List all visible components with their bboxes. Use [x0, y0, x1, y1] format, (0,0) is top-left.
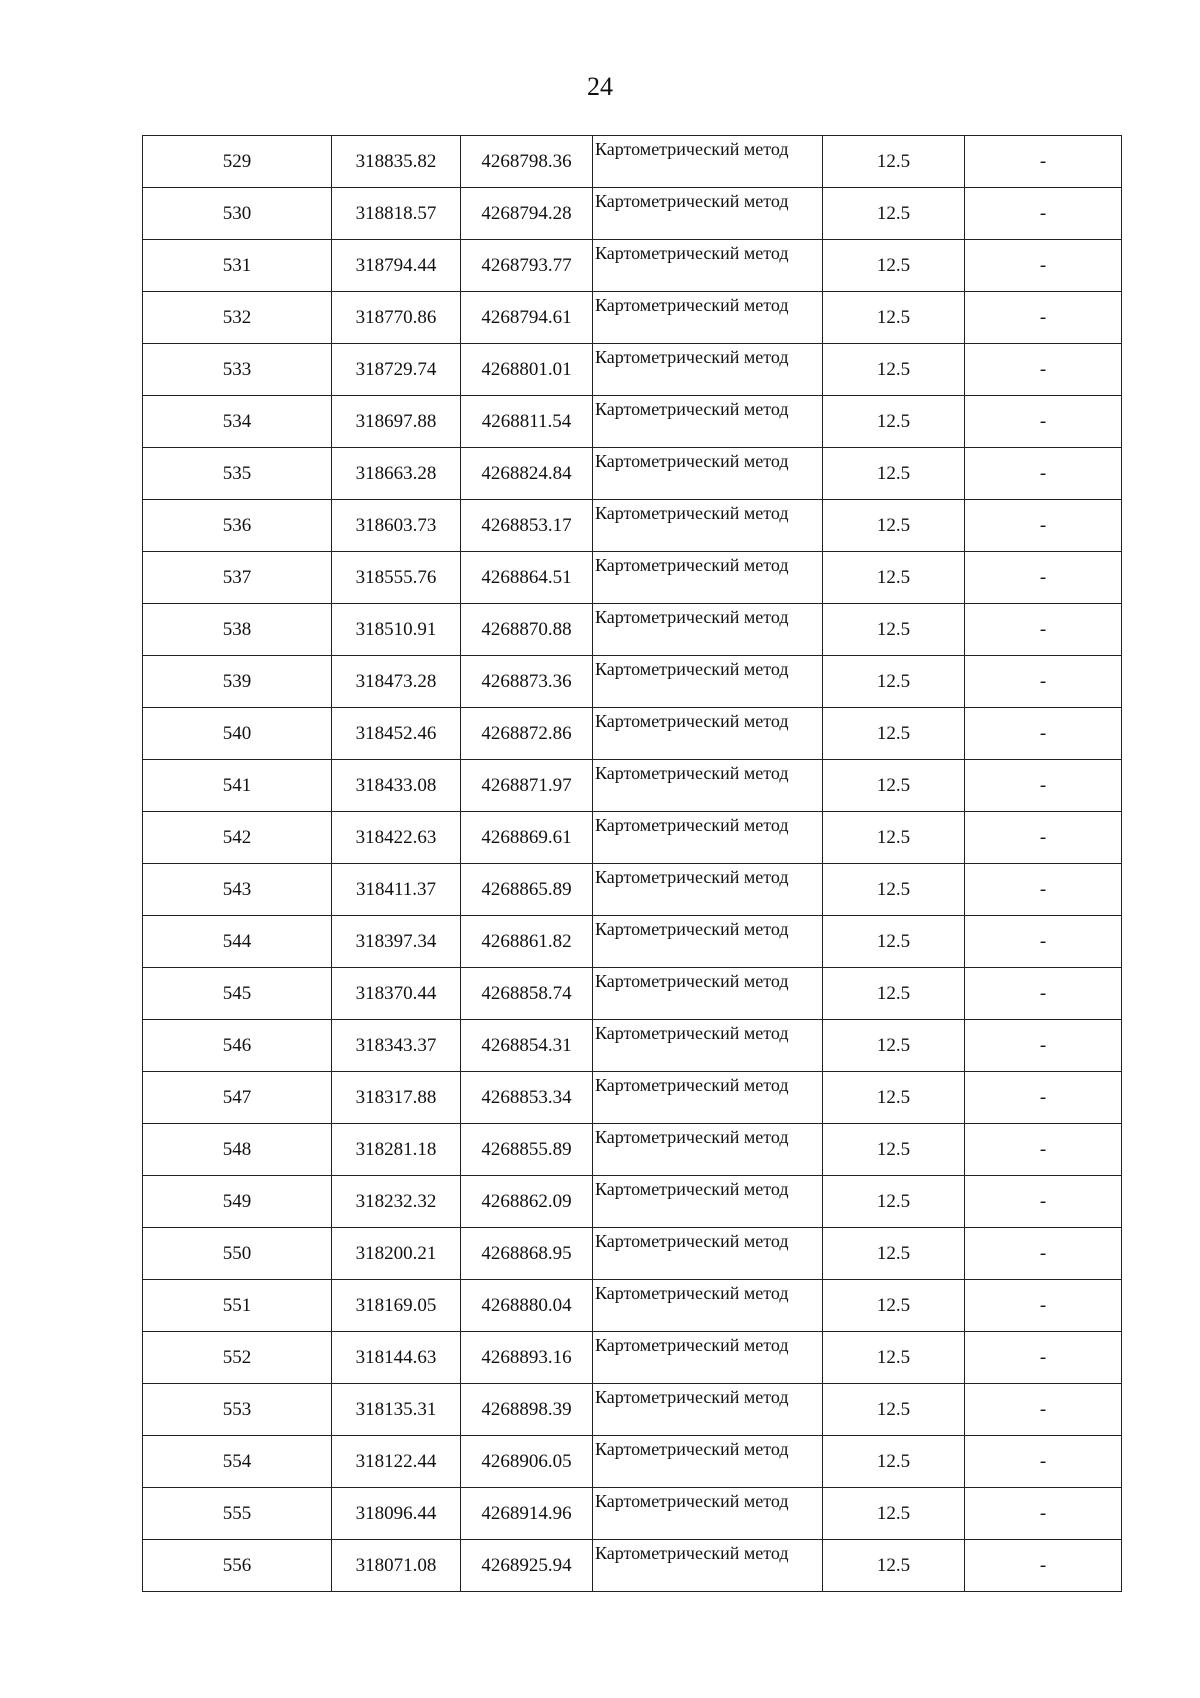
y-coordinate-cell: 4268854.31 — [461, 1020, 593, 1072]
accuracy-cell: 12.5 — [823, 1332, 965, 1384]
y-coordinate-cell: 4268864.51 — [461, 552, 593, 604]
y-coordinate-cell: 4268893.16 — [461, 1332, 593, 1384]
table-row — [143, 604, 1122, 656]
point-number-cell: 552 — [143, 1332, 332, 1384]
y-coordinate-cell: 4268861.82 — [461, 916, 593, 968]
table-row — [143, 344, 1122, 396]
x-coordinate-cell: 318555.76 — [332, 552, 461, 604]
method-cell: Картометрический метод — [593, 760, 823, 812]
note-cell: - — [965, 1072, 1122, 1124]
accuracy-cell: 12.5 — [823, 240, 965, 292]
accuracy-cell: 12.5 — [823, 656, 965, 708]
x-coordinate-cell: 318663.28 — [332, 448, 461, 500]
table-row — [143, 864, 1122, 916]
note-cell: - — [965, 968, 1122, 1020]
point-number-cell: 541 — [143, 760, 332, 812]
method-cell: Картометрический метод — [593, 812, 823, 864]
note-cell: - — [965, 240, 1122, 292]
accuracy-cell: 12.5 — [823, 1072, 965, 1124]
y-coordinate-cell: 4268855.89 — [461, 1124, 593, 1176]
accuracy-cell: 12.5 — [823, 1228, 965, 1280]
x-coordinate-cell: 318794.44 — [332, 240, 461, 292]
note-cell: - — [965, 1384, 1122, 1436]
x-coordinate-cell: 318422.63 — [332, 812, 461, 864]
x-coordinate-cell: 318729.74 — [332, 344, 461, 396]
x-coordinate-cell: 318697.88 — [332, 396, 461, 448]
y-coordinate-cell: 4268873.36 — [461, 656, 593, 708]
table-row — [143, 1072, 1122, 1124]
point-number-cell: 548 — [143, 1124, 332, 1176]
method-cell: Картометрический метод — [593, 708, 823, 760]
note-cell: - — [965, 344, 1122, 396]
note-cell: - — [965, 448, 1122, 500]
method-cell: Картометрический метод — [593, 1436, 823, 1488]
accuracy-cell: 12.5 — [823, 1436, 965, 1488]
y-coordinate-cell: 4268871.97 — [461, 760, 593, 812]
accuracy-cell: 12.5 — [823, 448, 965, 500]
note-cell: - — [965, 760, 1122, 812]
point-number-cell: 537 — [143, 552, 332, 604]
method-cell: Картометрический метод — [593, 1072, 823, 1124]
point-number-cell: 539 — [143, 656, 332, 708]
accuracy-cell: 12.5 — [823, 708, 965, 760]
table-body — [143, 136, 1122, 1592]
note-cell: - — [965, 656, 1122, 708]
x-coordinate-cell: 318169.05 — [332, 1280, 461, 1332]
y-coordinate-cell: 4268870.88 — [461, 604, 593, 656]
method-cell: Картометрический метод — [593, 1488, 823, 1540]
y-coordinate-cell: 4268853.34 — [461, 1072, 593, 1124]
method-cell: Картометрический метод — [593, 240, 823, 292]
x-coordinate-cell: 318603.73 — [332, 500, 461, 552]
method-cell: Картометрический метод — [593, 1384, 823, 1436]
accuracy-cell: 12.5 — [823, 188, 965, 240]
table-row — [143, 1124, 1122, 1176]
table-row — [143, 552, 1122, 604]
x-coordinate-cell: 318232.32 — [332, 1176, 461, 1228]
method-cell: Картометрический метод — [593, 1228, 823, 1280]
note-cell: - — [965, 1020, 1122, 1072]
x-coordinate-cell: 318135.31 — [332, 1384, 461, 1436]
method-cell: Картометрический метод — [593, 136, 823, 188]
method-cell: Картометрический метод — [593, 1020, 823, 1072]
table-row — [143, 500, 1122, 552]
y-coordinate-cell: 4268869.61 — [461, 812, 593, 864]
table-row — [143, 1020, 1122, 1072]
x-coordinate-cell: 318397.34 — [332, 916, 461, 968]
note-cell: - — [965, 1332, 1122, 1384]
table-row — [143, 656, 1122, 708]
page-number: 24 — [587, 72, 613, 101]
point-number-cell: 551 — [143, 1280, 332, 1332]
table-row — [143, 1540, 1122, 1592]
method-cell: Картометрический метод — [593, 344, 823, 396]
accuracy-cell: 12.5 — [823, 604, 965, 656]
table-row — [143, 1436, 1122, 1488]
accuracy-cell: 12.5 — [823, 1124, 965, 1176]
note-cell: - — [965, 708, 1122, 760]
accuracy-cell: 12.5 — [823, 1020, 965, 1072]
accuracy-cell: 12.5 — [823, 396, 965, 448]
y-coordinate-cell: 4268880.04 — [461, 1280, 593, 1332]
note-cell: - — [965, 1436, 1122, 1488]
y-coordinate-cell: 4268794.61 — [461, 292, 593, 344]
accuracy-cell: 12.5 — [823, 1488, 965, 1540]
note-cell: - — [965, 552, 1122, 604]
note-cell: - — [965, 500, 1122, 552]
x-coordinate-cell: 318411.37 — [332, 864, 461, 916]
point-number-cell: 555 — [143, 1488, 332, 1540]
method-cell: Картометрический метод — [593, 604, 823, 656]
point-number-cell: 529 — [143, 136, 332, 188]
y-coordinate-cell: 4268868.95 — [461, 1228, 593, 1280]
x-coordinate-cell: 318770.86 — [332, 292, 461, 344]
method-cell: Картометрический метод — [593, 864, 823, 916]
y-coordinate-cell: 4268801.01 — [461, 344, 593, 396]
y-coordinate-cell: 4268811.54 — [461, 396, 593, 448]
x-coordinate-cell: 318200.21 — [332, 1228, 461, 1280]
point-number-cell: 550 — [143, 1228, 332, 1280]
x-coordinate-cell: 318370.44 — [332, 968, 461, 1020]
accuracy-cell: 12.5 — [823, 344, 965, 396]
accuracy-cell: 12.5 — [823, 760, 965, 812]
x-coordinate-cell: 318510.91 — [332, 604, 461, 656]
method-cell: Картометрический метод — [593, 656, 823, 708]
note-cell: - — [965, 604, 1122, 656]
method-cell: Картометрический метод — [593, 1176, 823, 1228]
accuracy-cell: 12.5 — [823, 500, 965, 552]
y-coordinate-cell: 4268793.77 — [461, 240, 593, 292]
method-cell: Картометрический метод — [593, 500, 823, 552]
note-cell: - — [965, 1228, 1122, 1280]
table-row — [143, 1280, 1122, 1332]
method-cell: Картометрический метод — [593, 1280, 823, 1332]
accuracy-cell: 12.5 — [823, 968, 965, 1020]
point-number-cell: 546 — [143, 1020, 332, 1072]
y-coordinate-cell: 4268898.39 — [461, 1384, 593, 1436]
point-number-cell: 544 — [143, 916, 332, 968]
x-coordinate-cell: 318452.46 — [332, 708, 461, 760]
table-row — [143, 1332, 1122, 1384]
accuracy-cell: 12.5 — [823, 916, 965, 968]
y-coordinate-cell: 4268862.09 — [461, 1176, 593, 1228]
x-coordinate-cell: 318281.18 — [332, 1124, 461, 1176]
method-cell: Картометрический метод — [593, 1124, 823, 1176]
note-cell: - — [965, 136, 1122, 188]
point-number-cell: 533 — [143, 344, 332, 396]
point-number-cell: 540 — [143, 708, 332, 760]
point-number-cell: 542 — [143, 812, 332, 864]
note-cell: - — [965, 864, 1122, 916]
y-coordinate-cell: 4268914.96 — [461, 1488, 593, 1540]
point-number-cell: 538 — [143, 604, 332, 656]
table-row — [143, 760, 1122, 812]
accuracy-cell: 12.5 — [823, 1540, 965, 1592]
x-coordinate-cell: 318122.44 — [332, 1436, 461, 1488]
table-row — [143, 1228, 1122, 1280]
note-cell: - — [965, 1488, 1122, 1540]
point-number-cell: 531 — [143, 240, 332, 292]
note-cell: - — [965, 1540, 1122, 1592]
y-coordinate-cell: 4268925.94 — [461, 1540, 593, 1592]
table-row — [143, 188, 1122, 240]
y-coordinate-cell: 4268872.86 — [461, 708, 593, 760]
y-coordinate-cell: 4268794.28 — [461, 188, 593, 240]
table-row — [143, 812, 1122, 864]
method-cell: Картометрический метод — [593, 916, 823, 968]
table-row — [143, 292, 1122, 344]
note-cell: - — [965, 292, 1122, 344]
method-cell: Картометрический метод — [593, 396, 823, 448]
x-coordinate-cell: 318071.08 — [332, 1540, 461, 1592]
point-number-cell: 545 — [143, 968, 332, 1020]
method-cell: Картометрический метод — [593, 448, 823, 500]
point-number-cell: 549 — [143, 1176, 332, 1228]
accuracy-cell: 12.5 — [823, 864, 965, 916]
table-row — [143, 1384, 1122, 1436]
table-row — [143, 136, 1122, 188]
table-row — [143, 968, 1122, 1020]
x-coordinate-cell: 318835.82 — [332, 136, 461, 188]
y-coordinate-cell: 4268798.36 — [461, 136, 593, 188]
accuracy-cell: 12.5 — [823, 1280, 965, 1332]
x-coordinate-cell: 318343.37 — [332, 1020, 461, 1072]
accuracy-cell: 12.5 — [823, 1176, 965, 1228]
table-row — [143, 1488, 1122, 1540]
note-cell: - — [965, 812, 1122, 864]
point-number-cell: 532 — [143, 292, 332, 344]
method-cell: Картометрический метод — [593, 552, 823, 604]
x-coordinate-cell: 318818.57 — [332, 188, 461, 240]
y-coordinate-cell: 4268858.74 — [461, 968, 593, 1020]
table-row — [143, 1176, 1122, 1228]
point-number-cell: 556 — [143, 1540, 332, 1592]
method-cell: Картометрический метод — [593, 1540, 823, 1592]
note-cell: - — [965, 1280, 1122, 1332]
note-cell: - — [965, 1176, 1122, 1228]
note-cell: - — [965, 916, 1122, 968]
x-coordinate-cell: 318433.08 — [332, 760, 461, 812]
method-cell: Картометрический метод — [593, 188, 823, 240]
x-coordinate-cell: 318144.63 — [332, 1332, 461, 1384]
y-coordinate-cell: 4268853.17 — [461, 500, 593, 552]
accuracy-cell: 12.5 — [823, 1384, 965, 1436]
method-cell: Картометрический метод — [593, 968, 823, 1020]
table-row — [143, 448, 1122, 500]
point-number-cell: 530 — [143, 188, 332, 240]
method-cell: Картометрический метод — [593, 1332, 823, 1384]
point-number-cell: 535 — [143, 448, 332, 500]
table-row — [143, 240, 1122, 292]
accuracy-cell: 12.5 — [823, 292, 965, 344]
point-number-cell: 534 — [143, 396, 332, 448]
y-coordinate-cell: 4268906.05 — [461, 1436, 593, 1488]
accuracy-cell: 12.5 — [823, 812, 965, 864]
accuracy-cell: 12.5 — [823, 552, 965, 604]
table-row — [143, 916, 1122, 968]
point-number-cell: 553 — [143, 1384, 332, 1436]
table-row — [143, 708, 1122, 760]
coordinates-table — [142, 135, 1122, 1592]
accuracy-cell: 12.5 — [823, 136, 965, 188]
table-row — [143, 396, 1122, 448]
note-cell: - — [965, 188, 1122, 240]
note-cell: - — [965, 396, 1122, 448]
method-cell: Картометрический метод — [593, 292, 823, 344]
point-number-cell: 543 — [143, 864, 332, 916]
point-number-cell: 554 — [143, 1436, 332, 1488]
point-number-cell: 547 — [143, 1072, 332, 1124]
x-coordinate-cell: 318096.44 — [332, 1488, 461, 1540]
y-coordinate-cell: 4268865.89 — [461, 864, 593, 916]
point-number-cell: 536 — [143, 500, 332, 552]
x-coordinate-cell: 318473.28 — [332, 656, 461, 708]
y-coordinate-cell: 4268824.84 — [461, 448, 593, 500]
note-cell: - — [965, 1124, 1122, 1176]
x-coordinate-cell: 318317.88 — [332, 1072, 461, 1124]
